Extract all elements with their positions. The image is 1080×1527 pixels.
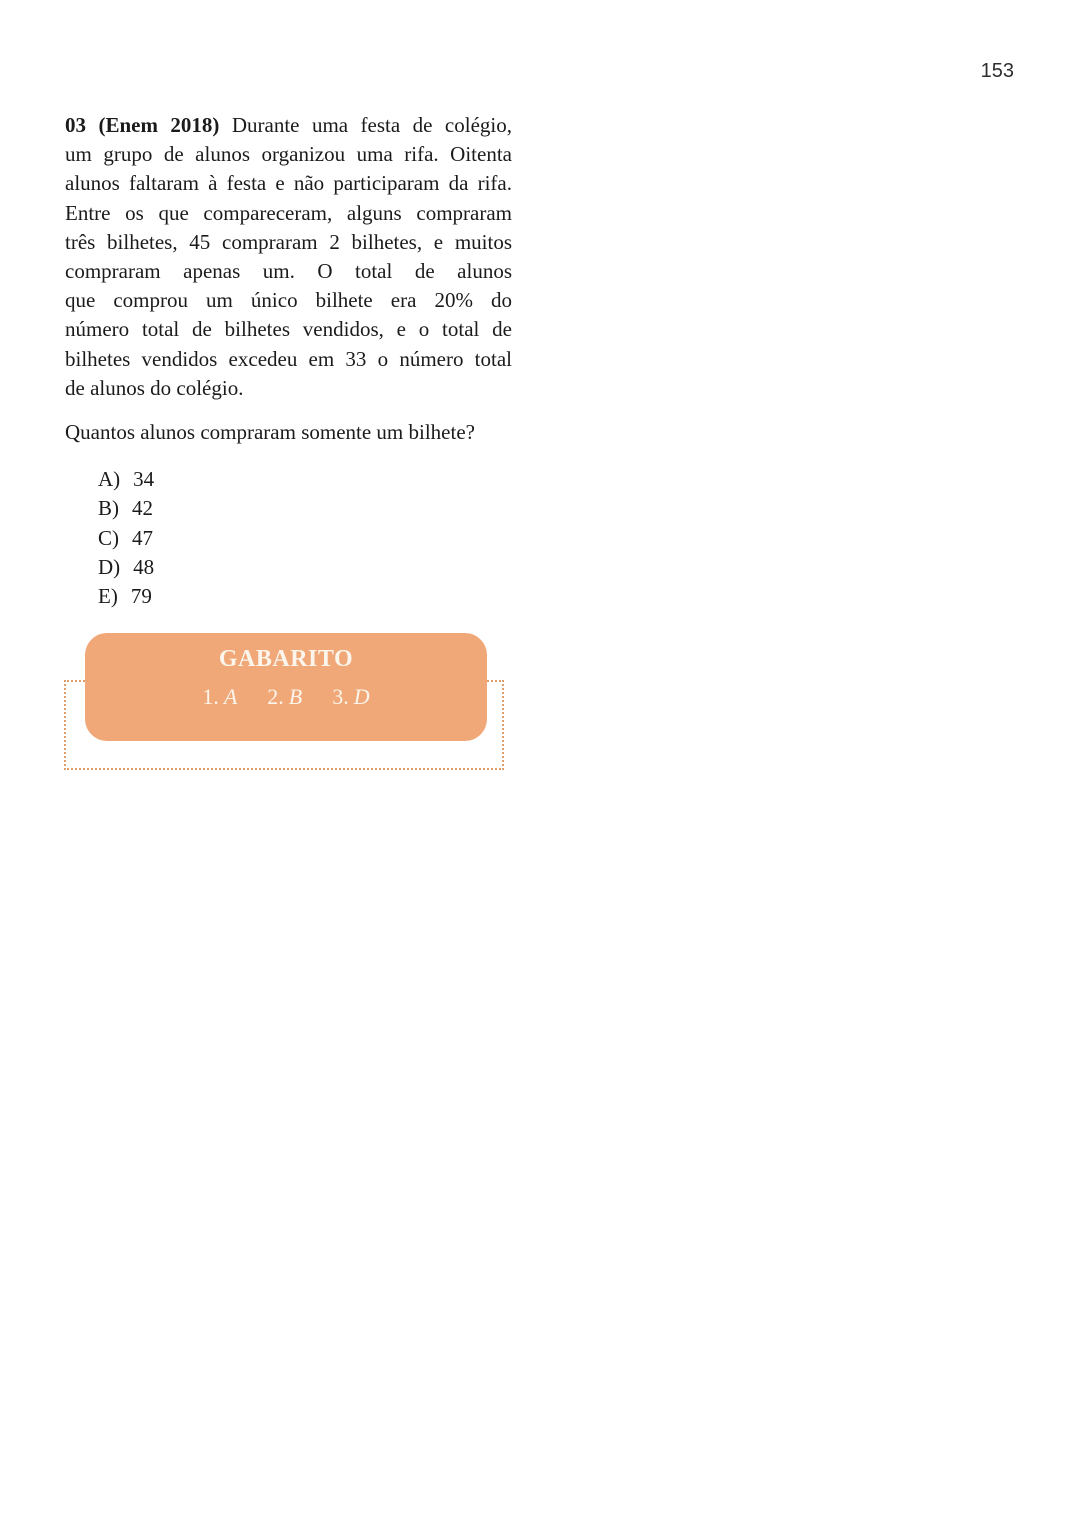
option-label: A) <box>98 467 121 492</box>
answer-key-box <box>85 633 487 741</box>
question-line: compraram apenas um. O total de alunos <box>65 259 512 284</box>
option-label: B) <box>98 496 119 521</box>
answer-key-entry <box>267 684 302 710</box>
answer-number: 1. <box>202 684 219 709</box>
option-label: E) <box>98 584 118 609</box>
question-block <box>65 111 512 611</box>
question-line-text: Durante uma festa de colégio, <box>231 113 512 137</box>
option-label: C) <box>98 525 119 550</box>
question-line: alunos faltaram à festa e não participaram da rifa. <box>65 171 512 196</box>
answer-key-entry <box>332 684 369 710</box>
answer-number: 3. <box>332 684 349 709</box>
question-line: que comprou um único bilhete era 20% do <box>65 288 512 313</box>
answer-key-entries <box>85 684 487 710</box>
option-a <box>98 465 512 494</box>
question-line: de alunos do colégio. <box>65 375 244 400</box>
answer-letter: D <box>353 684 370 709</box>
question-line <box>65 111 512 140</box>
question-line: bilhetes vendidos excedeu em 33 o número total <box>65 346 512 371</box>
question-line: Entre os que compareceram, alguns compraram <box>65 200 512 225</box>
options-list <box>98 465 512 611</box>
option-value: 47 <box>132 525 153 550</box>
option-c <box>98 524 512 553</box>
answer-number: 2. <box>267 684 284 709</box>
answer-letter: A <box>223 684 238 709</box>
question-line: número total de bilhetes vendidos, e o total de <box>65 317 512 342</box>
question-line: três bilhetes, 45 compraram 2 bilhetes, e muitos <box>65 229 512 254</box>
question-prompt: Quantos alunos compraram somente um bilhete? <box>65 420 475 445</box>
question-number-heading: 03 (Enem 2018) <box>65 113 220 137</box>
question-line: um grupo de alunos organizou uma rifa. Oitenta <box>65 142 512 167</box>
option-b <box>98 494 512 523</box>
page-number: 153 <box>980 60 1014 82</box>
option-value: 48 <box>133 554 155 579</box>
option-e <box>98 582 512 611</box>
answer-key-title: GABARITO <box>218 646 354 672</box>
option-value: 79 <box>130 584 152 609</box>
option-value: 42 <box>132 496 153 521</box>
option-d <box>98 553 512 582</box>
answer-letter: B <box>288 684 303 709</box>
option-label: D) <box>98 554 121 579</box>
answer-key-entry <box>202 684 237 710</box>
option-value: 34 <box>133 467 155 492</box>
